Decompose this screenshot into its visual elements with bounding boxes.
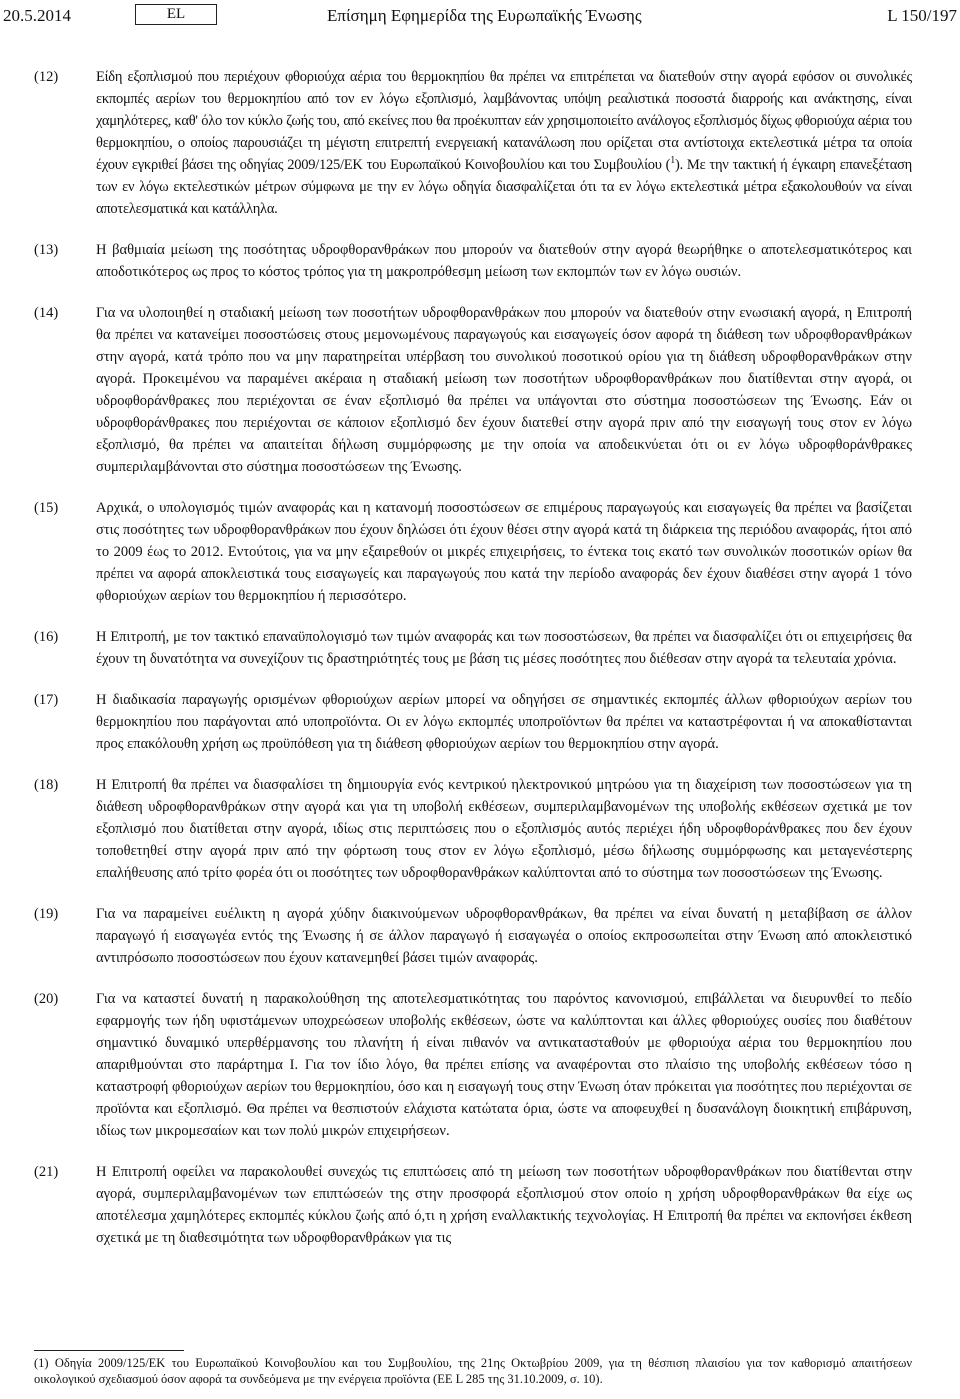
recital-19 [0,903,960,969]
recital-14 [0,302,960,478]
recital-text [96,66,912,220]
recital-number: (18) [34,777,59,793]
recital-17 [0,689,960,755]
language-code-box: EL [135,4,217,25]
recital-number: (12) [34,69,59,85]
recital-number: (17) [34,692,59,708]
footnote: (1) Οδηγία 2009/125/ΕΚ του Ευρωπαϊκού Κοινοβουλίου και του Συμβουλίου, της 21ης Οκτωβρίου 2009, για τη θέσπιση πλαισίου για τον καθορισμό απαιτήσεων οικολογικού σχεδιασμού όσον αφορά τα συνδεόμενα με την ενέργεια προϊόντα (ΕΕ L 285 της 31.10.2009, σ. 10). [34,1356,912,1386]
recital-text: Αρχικά, ο υπολογισμός τιμών αναφοράς και η κατανομή ποσοστώσεων σε επιμέρους παραγωγούς και εισαγωγείς θα πρέπει να βασίζεται στις ποσότητες των υδροφθορανθράκων που έχουν δηλώσει ότι έχουν θέσει στην αγορά κατά τη διάρκεια της περιόδου αναφοράς, ήτοι από το 2009 έως το 2012. Εντούτοις, για να μην εξαιρεθούν οι μικρές επιχειρήσεις, το έντεκα τοις εκατό των συνολικών ποσοτικών ορίων θα πρέπει να αφορά αποκλειστικά τους εισαγωγείς και παραγωγούς που κατά την περίοδο αναφοράς δεν έχουν διαθέσει στην αγορά 1 τόνο φθοριούχων αερίων του θερμοκηπίου ή περισσότερο. [96,500,912,604]
page-header [0,6,960,30]
document-body [0,66,960,1268]
recital-21 [0,1161,960,1249]
recital-text: Για να καταστεί δυνατή η παρακολούθηση της αποτελεσματικότητας του παρόντος κανονισμού, επιβάλλεται να διευρυνθεί το πεδίο εφαρμογής των ήδη υφιστάμενων υποχρεώσεων υποβολής εκθέσεων, ώστε να καλύπτονται και άλλες φθοριούχες ουσίες που διαθέτουν σημαντικό δυναμικό υπερθέρμανσης του πλανήτη ή είναι πιθανόν να αντικατασταθούν με φθοριούχα αέρια του θερμοκηπίου που απαριθμούνται στο παράρτημα I. Για τον ίδιο λόγο, θα πρέπει επίσης να αναφέρονται στο πλαίσιο της υποβολής εκθέσεων τόσο η καταστροφή φθοριούχων αερίων του θερμοκηπίου, όσο και η εισαγωγή τους στην Ένωση όταν πρόκειται για ποσότητες που περιέχονται σε προϊόντα και εξοπλισμό. Θα πρέπει να θεσπιστούν ελάχιστα κατώτατα όρια, ώστε να αποφευχθεί η δυσανάλογη διοικητική επιβάρυνση, ιδίως των μικρομεσαίων και των πολύ μικρών επιχειρήσεων. [96,991,912,1139]
recital-18 [0,774,960,884]
page-reference: L 150/197 [887,6,957,25]
recital-number: (13) [34,242,59,258]
publication-date: 20.5.2014 [3,6,71,25]
recital-15 [0,497,960,607]
recital-text: Για να υλοποιηθεί η σταδιακή μείωση των ποσοτήτων υδροφθορανθράκων που μπορούν να διατεθούν στην ενωσιακή αγορά, η Επιτροπή θα πρέπει να κατανείμει ποσοστώσεις στους μεμονωμένους παραγωγούς και εισαγωγείς όσον αφορά τη διάθεση των υδροφθορανθράκων στην αγορά, κατά τρόπο που να μην παρατηρείται υπέρβαση του συνολικού ποσοτικού ορίου για τη διάθεση υδροφθορανθράκων στην αγορά. Προκειμένου να παραμένει ακέραια η σταδιακή μείωση των ποσοτήτων υδροφθορανθράκων που διατίθενται στην αγορά, οι υδροφθοράνθρακες που περιέχονται σε έναν εξοπλισμό θα πρέπει να υπάγονται στο σύστημα ποσοστώσεων της Ένωσης. Εάν οι υδροφθοράνθρακες που περιέχονται σε κάποιον εξοπλισμό δεν έχουν διατεθεί στην αγορά πριν από την εισαγωγή τους στον εν λόγω εξοπλισμό, θα πρέπει να απαιτείται δήλωση συμμόρφωσης με την οποία να αποδεικνύεται ότι οι εν λόγω υδροφθοράνθρακες συμπεριλαμβάνονται στο σύστημα ποσοστώσεων της Ένωσης. [96,305,912,475]
recital-number: (15) [34,500,59,516]
footnote-number: 1 [38,1356,45,1370]
recital-20 [0,988,960,1142]
recital-text: Για να παραμείνει ευέλικτη η αγορά χύδην διακινούμενων υδροφθορανθράκων, θα πρέπει να είναι δυνατή η μεταβίβαση σε άλλον παραγωγό ή εισαγωγέα εντός της Ένωσης ή σε άλλον παραγωγό ή εισαγωγέα ο οποίος εκπροσωπείται στην Ένωση από αποκλειστικό αντιπρόσωπο ποσοστώσεων που έχουν κατανεμηθεί βάσει τιμών αναφοράς. [96,906,912,966]
recital-12 [0,66,960,220]
recital-number: (20) [34,991,59,1007]
recital-text: Η Επιτροπή, με τον τακτικό επαναϋπολογισμό των τιμών αναφοράς και των ποσοστώσεων, θα πρέπει να διασφαλίζει ότι οι επιχειρήσεις θα έχουν τη δυνατότητα να συνεχίζουν τις δραστηριότητές τους με βάση τις μέσες ποσότητες που διέθεσαν στην αγορά τα τελευταία χρόνια. [96,629,912,667]
footnote-divider [34,1350,184,1351]
recital-number: (19) [34,906,59,922]
recital-text-part: Είδη εξοπλισμού που περιέχουν φθοριούχα αέρια του θερμοκηπίου θα πρέπει να επιτρέπεται να διατεθούν στην αγορά εφόσον οι συνολικές εκπομπές αερίων του θερμοκηπίου από τον εν λόγω εξοπλισμό, λαμβάνοντας υπόψη ρεαλιστικά ποσοστά διαρροής και ανάκτησης, είναι χαμηλότερες, καθ' όλο τον κύκλο ζωής του, από εκείνες που θα προέκυπταν εάν χρησιμοποιείτο ανάλογος εξοπλισμός δίχως φθοριούχα αέρια του θερμοκηπίου, ο οποίος παρουσιάζει τη μέγιστη επιτρεπτή ενεργειακή κατανάλωση που ορίζεται στα αντίστοιχα εκτελεστικά μέτρα τα οποία έχουν εγκριθεί βάσει της οδηγίας 2009/125/ΕΚ του Ευρωπαϊκού Κοινοβουλίου και του Συμβουλίου ( [96,69,912,173]
footnote-text: Οδηγία 2009/125/ΕΚ του Ευρωπαϊκού Κοινοβουλίου και του Συμβουλίου, της 21ης Οκτωβρίου 2009, για τη θέσπιση πλαισίου για τον καθορισμό απαιτήσεων οικολογικού σχεδιασμού όσον αφορά τα συνδεόμενα με την ενέργεια προϊόντα (ΕΕ L 285 της 31.10.2009, σ. 10). [34,1356,912,1386]
recital-16 [0,626,960,670]
recital-number: (16) [34,629,59,645]
recital-13 [0,239,960,283]
recital-text: Η διαδικασία παραγωγής ορισμένων φθοριούχων αερίων μπορεί να οδηγήσει σε σημαντικές εκπομπές άλλων φθοριούχων αερίων του θερμοκηπίου που παράγονται από υποπροϊόντα. Οι εν λόγω εκπομπές υποπροϊόντων θα πρέπει να καταστρέφονται ή να αποκαθίστανται προς επακόλουθη χρήση ως προϋπόθεση για τη διάθεση φθοριούχων αερίων του θερμοκηπίου στην αγορά. [96,692,912,752]
recital-text: Η βαθμιαία μείωση της ποσότητας υδροφθορανθράκων που μπορούν να διατεθούν στην αγορά θεωρήθηκε ο αποτελεσματικότερος και αποδοτικότερος ως προς το κόστος τρόπος για τη μακροπρόθεσμη μείωση των εκπομπών των εν λόγω ουσιών. [96,242,912,280]
recital-number: (14) [34,305,59,321]
footnote-reference[interactable]: 1 [670,155,675,167]
recital-text: Η Επιτροπή οφείλει να παρακολουθεί συνεχώς τις επιπτώσεις από τη μείωση των ποσοτήτων υδροφθορανθράκων που διατίθενται στην αγορά, συμπεριλαμβανομένων των επιπτώσεών της στην προσφορά εξοπλισμού στον οποίο η χρήση υδροφθορανθράκων θα είχε ως αποτέλεσμα χαμηλότερες εκπομπές κύκλου ζωής από ό,τι η χρήση εναλλακτικής τεχνολογίας. Η Επιτροπή θα πρέπει να εκπονήσει έκθεση σχετικά με τη διαθεσιμότητα των υδροφθορανθράκων για τις [96,1164,912,1246]
journal-title: Επίσημη Εφημερίδα της Ευρωπαϊκής Ένωσης [327,6,642,25]
recital-text: Η Επιτροπή θα πρέπει να διασφαλίσει τη δημιουργία ενός κεντρικού ηλεκτρονικού μητρώου για τη διαχείριση των ποσοστώσεων για τη διάθεση υδροφθορανθράκων στην αγορά και για τη υποβολή εκθέσεων, συμπεριλαμβανομένων της υποβολής εκθέσεων σχετικά με τον εξοπλισμό που διατίθεται στην αγορά, ιδίως στις περιπτώσεις που ο εξοπλισμός αυτός περιέχει ήδη υδροφθοράνθρακες που δεν έχουν τοποθετηθεί στην αγορά πριν από την φόρτωση τους στον εν λόγω εξοπλισμό, μέσω δήλωσης συμμόρφωσης και μεταγενέστερης επαλήθευσης από τρίτο φορέα ότι οι ποσότητες των υδροφθορανθράκων καλύπτονται από το σύστημα των ποσοστώσεων της Ένωσης. [96,777,912,881]
recital-number: (21) [34,1164,59,1180]
recital-text-part: ). Με την τακτική ή έγκαιρη επανεξέταση των εν λόγω εκτελεστικών μέτρων σύμφωνα με την εν λόγω οδηγία διασφαλίζεται ότι τα εν λόγω εκτελεστικά μέτρα εξακολουθούν να είναι αποτελεσματικά και κατάλληλα. [96,157,912,217]
